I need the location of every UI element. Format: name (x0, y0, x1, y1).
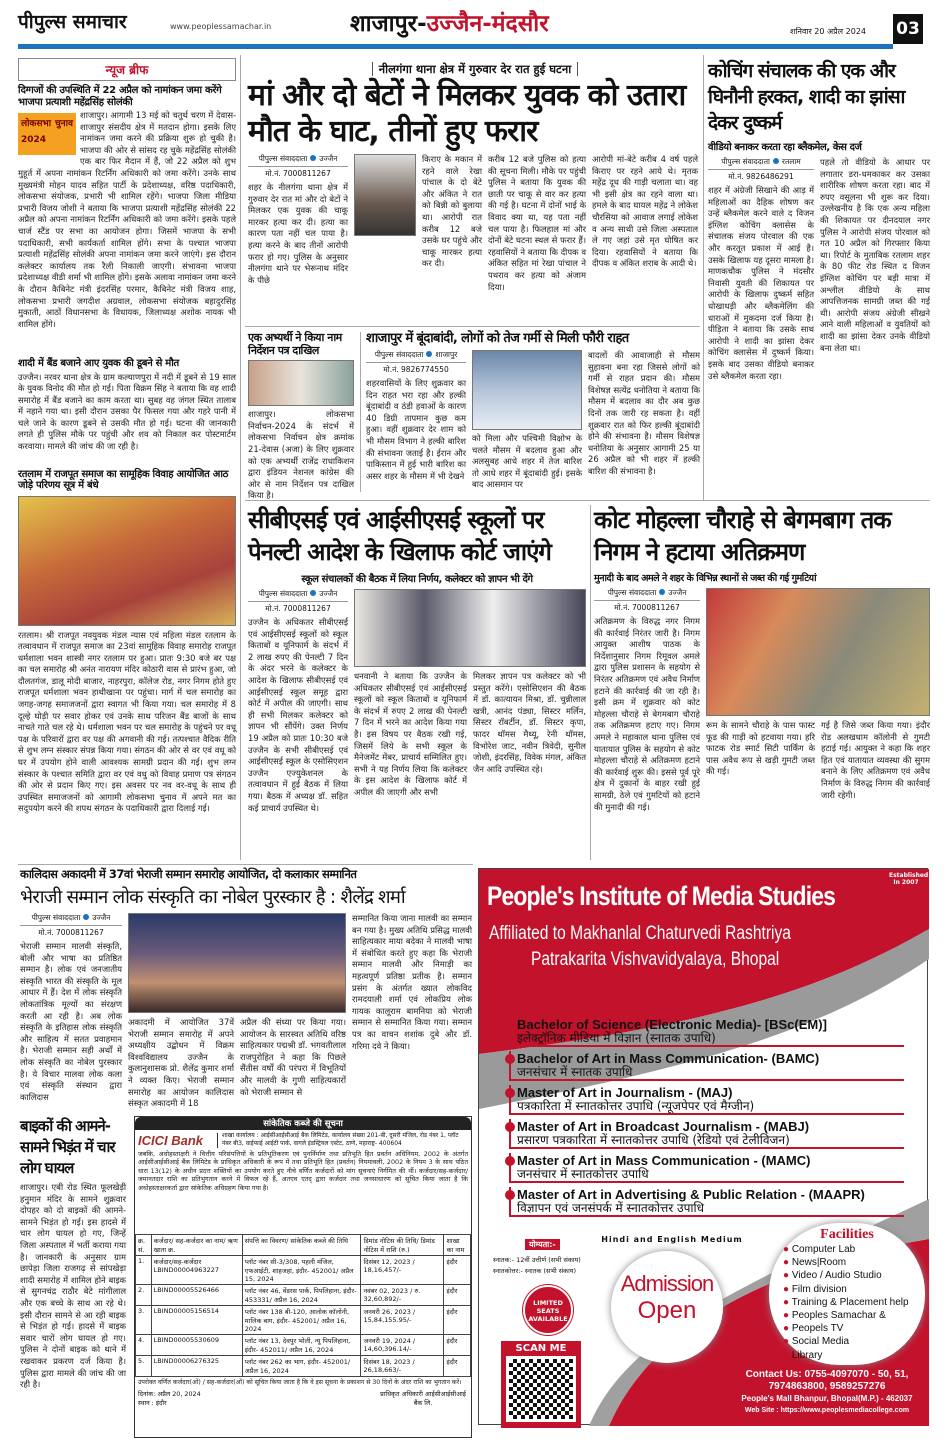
bheraji-col1: भेराजी सम्मान मालवी संस्कृति, बोली और भाषा का प्रतिष्ठित सम्मान है। लोक एवं जनजातीय संस्कृति भारत की संस्कृति के मूल आधार में हैं। देश में लोक संस्कृति लोकतांत्रिक मूल्यों का संरक्षण करती आ रही है। अब लोक संस्कृति के इतिहास लोक संस्कृति और साहित्य में सतत प्रवाहमान है। भेराजी सम्मान सही अर्थों में लोक संस्कृति का नोबेल पुरस्कार है। ये विचार मालवा लोक कला एवं संस्कृति संस्थान द्वारा कालिदास (20, 941, 122, 1102)
facility-item: ● Film division (783, 1283, 847, 1295)
media-institute-ad[interactable] (478, 868, 928, 1425)
victim-photo (354, 154, 416, 236)
bheraji-byline: पीपुल्स संवाददाता उज्जैन (20, 913, 122, 926)
contact-phones: Contact Us: 0755-4097070 - 50, 51, 7974863800, 9589257276 People's Mall Bhanpur, Bhopal(M.P.) - 462037 Web Site : https://www.peoplesmediacollege.com (729, 1369, 925, 1417)
facility-item: ● Training & Placement help (783, 1296, 909, 1308)
masthead-logo[interactable] (18, 8, 127, 34)
facility-item: ● Social Media (783, 1336, 850, 1348)
sky-photo (472, 350, 582, 430)
eligibility-label: योग्यता:- (525, 1239, 560, 1250)
admission-circle: Admission Open (611, 1251, 723, 1363)
encroach-byline: पीपुल्स संवाददाता उज्जैन (594, 588, 700, 601)
facilities-circle: Facilities ● Computer Lab ● News|Room ● Video / Audio Studio ● Film division ● Training & Placement help ● Peoples Samachar & ● Peopels TV ● Social Media ● Library (769, 1223, 925, 1365)
weather-col2: को मिला और पश्चिमी विक्षोभ के चलते मौसम में बदलाव हुआ और अलसुबह आधे शहर में तेज बारिश तो आधे शहर में बूंदाबांदी हुई। इसके बाद आसमान पर (472, 432, 582, 490)
news-brief-label: न्यूज ब्रीफ (18, 58, 236, 81)
encroach-deck: मुनादी के बाद अमले ने शहर के विभिन्न स्थानों से जब्त की गई गुमटियां (594, 573, 817, 584)
weather-col1: शहरवासियों के लिए शुक्रवार का दिन राहत भरा रहा और हल्की बूंदाबांदी व ठंडी हवाओं के कारण 40 डिग्री तापमान कुछ कम हुआ। वहीं शुक्रवार देर शाम को भी मौसम विभाग ने हल्की बारिश की संभावना जताई है। ईरान और पाकिस्तान में हुई भारी बारिश का असर शहर के मौसम में भी देखने (366, 377, 466, 481)
notice-table: क्र. सं. कर्जदार/ सह-कर्जदार का नाम/ ऋण खाता क्र. संपत्ति का विवरण/ सांकेतिक कब्जे की तिथि डिमांड नोटिस की तिथि/ डिमांड नोटिस में राशि (रु.) शाखा का नाम 1. कर्जदार/सह-कर्जदार LBIND00004963227 प्लॉट नंबर सी-3/308, पहली मंजिल, एफआईटी, शाहजहां, इंदौर- 452001/ अप्रैल 15, 2024 दिसंबर 12, 2023 / 18,16,457/- इंदौर 2. LBIND00005526466 प्लॉट नंबर 46, वेंडरस पार्क, पिपलिहाना, इंदौर- 453331/ अप्रैल 16, 2024 नवंबर 02, 2023 / रु. 32,60,892/- इंदौर 3. LBIND00005156514 प्लॉट नंबर 138 बी-120, आलोक कॉलोनी, मालिक बाग, इंदौर- 452001/ अप्रैल 16, 2024 जनवरी 26, 2023 / 15,84,155.95/- इंदौर 4. LBIND00005530609 प्लॉट नंबर 13, देवपुर भोली, न्यू पिपलिहाना, इंदौर- 452011/ अप्रैल 16, 2024 जनवरी 19, 2024 / 14,60,396.14/- इंदौर 5. LBIND00006276325 प्लॉट नंबर 262 का भाग, इंदौर- 452001/ अप्रैल 16, 2024 दिसंबर 18, 2023 / 26,18,663/- इंदौर (135, 1234, 471, 1377)
ad-affiliation-1: Affiliated to Makhanlal Chaturvedi Rashtriya (489, 923, 791, 944)
ad-title: People's Institute of Media Studies (487, 881, 836, 911)
facility-item: ● News|Room (783, 1257, 847, 1269)
weather-col3: बादलों की आवाजाही से मौसम सुहावना बना रहा जिससे लोगों को गर्मी से राहत प्रदान की। मौसम विशेषज्ञ सत्येंद्र धनोतिया ने बताया कि मौसम में बदलाव का दौर अब कुछ दिनों तक जारी रह सकता है। वहीं शुक्रवार रात को फिर हल्की बूंदाबांदी होने की संभावना है। मौसम विशेषज्ञ धनोतिया के अनुसार आगामी 25 या 26 अप्रैल को भी शहर में हल्की बारिश की संभावना है। (588, 349, 700, 476)
divider (245, 326, 700, 327)
issue-date: शनिवार 20 अप्रैल 2024 (790, 27, 866, 36)
column-divider (703, 55, 704, 500)
lead-col1: शहर के नीलगंगा थाना क्षेत्र में गुरुवार देर रात मां और दो बेटों ने मिलकर एक युवक की चाकू मारकर हत्या कर दी। हत्या का कारण पता नहीं चल पाया है। हत्या करने के बाद तीनों आरोपी फरार हो गए। पुलिस के अनुसार नीलगंगा थाने पर भेरूनाथ मंदिर के पीछे (248, 182, 348, 285)
brief-text: रतलाम। श्री राजपूत नवयुवक मंडल न्यास एवं महिला मंडल रतलाम के तत्वावधान में राजपूत समाज का 23वां सामूहिक विवाह समारोह राजपूत धर्मशाला भवन शास्त्री नगर रतलाम पर हुआ। प्रातः 9:30 बजे बर पक्ष का चल समारोह श्री अनंत नारायण मंदिर कोठारी वास से प्रारंभ हुआ, जो दौलतगंज, डालू मोदी बाजार, नाहरपुरा, कॉलेज रोड, नगर निगम होते हुए राजपूत धर्मशाला भवन हाथीखाना पर पहुंचा। मार्ग में चल समारोह का जगह-जगह समाजजनों द्वारा स्वागत भी किया गया। चल समारोह में 8 दूल्हे घोड़ी पर सवार होकर एवं उनके साथ परिजन बैंड बाजों के साथ नाचते गाते चल रहे थे। धर्मशाला भवन पर चल समारोह के पहुंचने पर वधू पक्ष के परिवारों द्वारा वर पक्ष की अगवानी की गई। तत्पश्चात वैदिक रीति से शुभ लग्न संस्कार संपन्न किया गया। संगठन की ओर से वर एवं वधू को घर में उपयोग होने वाली आवश्यक सामग्री प्रदान की गई। शुभ लग्न संस्कार के पश्चात समिति द्वारा वर एवं वधु को विवाह प्रमाण पत्र संगठन की ओर से प्रदान किए गए। इस अवसर पर नव वर-वधू के साथ ही उपस्थित समाजजनों को आगामी लोकसभा चुनाव में अपने मत का सदुपयोग करने की शपथ संगठन के पदाधिकारी द्वारा दिलाई गई। (18, 629, 236, 814)
lead-byline: पीपुल्स संवाददाता उज्जैन (248, 154, 348, 167)
brief-text: लोकसभा चुनाव 2024 शाजापुर। आगामी 13 मई को चतुर्थ चरण में देवास-शाजापुर संसदीय क्षेत्र में मतदान होगा। इसके लिए नामांकन जमा करने की प्रक्रिया शुरू हो चुकी है। भाजपा की ओर से सांसद रह चुके महेंद्रसिंह सोलंकी एक बार फिर मैदान में हैं, जो 22 अप्रैल को शुभ मुहूर्त में अपना नामांकन रिटर्निंग अधिकारी को जमा करेंगे। उनके साथ मुख्यमंत्री मोहन यादव सहित पार्टी के प्रदेशाध्यक्ष, वरिष्ठ पदाधिकारी, लोकसभा संयोजक, प्रभारी भी शामिल रहेंगे। भाजपा जिला मीडिया प्रभारी विजय जोशी ने बताया कि भाजपा प्रत्याशी महेंद्रसिंह सोलंकी 22 अप्रैल को अपना नामांकन रिटर्निंग अधिकारी को जमा करेंगे। इसके पहले चार्ज स्टैंड पर सभा का आयोजन होगा। जिसमें भाजपा के सभी पदाधिकारी, सभी कार्यकर्ता शामिल होंगे। सभा के पश्चात भाजपा प्रत्याशी महेंद्रसिंह सोलंकी अपना नामांकन जमा करने जाएंगे। इस दौरान कलेक्टर कार्यालय तक रैली निकाली जाएगी। संभावना भाजपा प्रदेशाध्यक्ष वीडी शर्मा भी शामिल होंगे। इसके अलावा नामांकन जमा करने के दौरान कैबिनेट मंत्री इंदरसिंह परमार, कैबिनेट मंत्री विजय शाह, लोकसभा प्रभारी जगदीश अग्रवाल, लोकसभा संयोजक बहादुरसिंह मुकाती, आठों विधानसभा के विधायक, जिलाध्यक्ष अशोक नायक भी शामिल होंगे। (18, 110, 236, 329)
notice-row: 2. LBIND00005526466 प्लॉट नंबर 46, वेंडरस पार्क, पिपलिहाना, इंदौर- 453331/ अप्रैल 16, 2024 नवंबर 02, 2023 / रु. 32,60,892/- इंदौर (136, 1285, 471, 1306)
nomination-text: शाजापुर। लोकसभा निर्वाचन-2024 के संदर्भ में लोकसभा निर्वाचन क्षेत्र क्रमांक 21-देवास (अजा) के लिए शुक्रवार को एक अभ्यर्थी राजेंद्र राधाकिशन द्वारा इंडियन नेशनल कांग्रेस की ओर से नाम निर्देशन पत्र दाखिल किया है। (248, 409, 354, 501)
notice-title: सांकेतिक कब्जे की सूचना (135, 1117, 471, 1130)
election-badge: लोकसभा चुनाव 2024 (18, 113, 76, 155)
notice-row: 5. LBIND00006276325 प्लॉट नंबर 262 का भाग, इंदौर- 452001/ अप्रैल 16, 2024 दिसंबर 18, 2023 / 26,18,663/- इंदौर (136, 1356, 471, 1377)
notice-row: 3. LBIND00005156514 प्लॉट नंबर 138 बी-120, आलोक कॉलोनी, मालिक बाग, इंदौर- 452001/ अप्रैल 16, 2024 जनवरी 26, 2023 / 15,84,155.95/- इंदौर (136, 1306, 471, 1335)
notice-signatory: प्राधिकृत अधिकारी आईसीआईसीआई बैंक लि. (380, 1390, 466, 1407)
course-item: Master of Art in Advertising & Public Relation - (MAAPR) विज्ञापन एवं जनसंपर्क में स्नातकोत्तर उपाधि (509, 1187, 904, 1217)
bheraji-col3: अप्रैल की संध्या पर किया गया। आयोजन के सारस्वत अतिथि वरिष्ठ साहित्यकार पद्मश्री डॉ. भगवतीलाल राजपुरोहित ने कहा कि पिछले सैंतीस वर्षों की परंपरा में विभूतियों और मालवी के गुणी साहित्यकारों को भेराजी सम्मान से (240, 1017, 346, 1097)
coaching-headline: कोचिंग संचालक की एक और घिनौनी हरकत, शादी का झांसा देकर दुष्कर्म (708, 60, 905, 134)
established-badge: Established In 2007 (889, 872, 929, 886)
brief-text: उज्जैन। नरवर थाना क्षेत्र के ग्राम कल्याणपुरा में नदी में डूबने से 19 साल के युवक विनोद की मौत हो गई। पिता विक्रम सिंह ने बताया कि वह शादी समारोह में बैंड बजाने का काम करता था। सुबह वह जंगल स्थित तालाब में नहाने गया था। इसी दौरान उसका पैर फिसल गया और गहरे पानी में चले जाने के कारण डूबने से उसकी मौत हो गई। घटना की जानकारी लगते ही पुलिस मौके पर पहुंची और शव को निकाल कर पोस्टमार्टम करवाया। मामले की जांच की जा रही है। (18, 371, 236, 452)
news-brief-column (18, 58, 236, 858)
facility-item: ● Peoples Samachar & (783, 1310, 886, 1322)
brief-headline: दिग्गजों की उपस्थिति में 22 अप्रैल को नामांकन जमा करेंगे भाजपा प्रत्याशी महेंद्रसिंह सोलंकी (18, 85, 222, 108)
notice-footer: उपरोक्त वर्णित कर्जदार(ओं) / सह-कर्जदार(ओं) को सूचित किया जाता है कि वे इस सूचना के प्रकाशन से 30 दिनों के अंदर राशि का भुगतान करें। (138, 1379, 462, 1386)
column-divider (240, 55, 241, 860)
notice-row: 1. कर्जदार/सह-कर्जदार LBIND00004963227 प्लॉट नंबर सी-3/308, पहली मंजिल, एफआईटी, शाहजहां, इंदौर- 452001/ अप्रैल 15, 2024 दिसंबर 12, 2023 / 18,16,457/- इंदौर (136, 1256, 471, 1285)
bikes-text: शाजापुर। एबी रोड स्थित फूलखेड़ी हनुमान मंदिर के सामने शुक्रवार दोपहर को दो बाइकों की आमने-सामने भिड़ंत हो गई। इस हादसे में चार लोग घायल हो गए, जिन्हें जिला अस्पताल में भर्ती कराया गया है। जानकारी के अनुसार ग्राम छापेड़ा जिला राजगढ़ से सांपखेड़ा शादी समारोह में शामिल होने बाइक से सुगनचंद्र राठौर बेटे मांगीलाल और एक बच्चे के साथ आ रहे थे। इसी दौरान सामने से आ रही बाइक से भिड़ंत हो गई। हादसे में बाइक सवार चारों लोग घायल हो गए। पुलिस ने दोनों बाइक को थाने में रखवाकर प्रकरण दर्ज किया है। पुलिस द्वारा मामले की जांच की जा रही है। (20, 1182, 126, 1390)
scan-me-box[interactable]: SCAN ME (501, 1341, 581, 1428)
cbse-story: सीबीएसई एवं आईसीएसई स्कूलों पर पेनल्टी आदेश के खिलाफ कोर्ट जाएंगे स्कूल संचालकों की बैठक में लिया निर्णय, कलेक्टर को ज्ञापन भी देंगे पीपुल्स संवाददाता उज्जैन मो.नं. 7000811267 उज्जैन के अधिकतर सीबीएसई एवं आईसीएसई स्कूलों को स्कूल किताबों व यूनिफार्म के संदर्भ में 2 लाख रुपए की पेनल्टी 7 दिन के अंदर भरने के कलेक्टर के आदेश के खिलाफ सीबीएसई एवं आईसीएसई स्कूल समूह द्वारा कोर्ट में अपील की जाएगी। साथ ही सभी मिलकर कलेक्टर को ज्ञापन भी सौंपेंगे। उक्त निर्णय 19 अप्रैल को प्रातः 10:30 बजे उज्जैन के सभी सीबीएसई एवं आईसीएसई स्कूल के एसोसिएशन उज्जैन एज्युकेशनल के तत्वावधान में हुई बैठक में लिया गया। बैठक में अध्यक्ष डॉ. सहित कई प्राचार्य उपस्थित थे। धनवानी ने बताया कि उज्जैन के अधिकतर सीबीएसई एवं आईसीएसई स्कूलों को स्कूल किताबों व यूनिफार्म के संदर्भ में रुपए 2 लाख की पेनल्टी 7 दिन में भरने का आदेश किया गया है। इस विषय पर बैठक रखी गई, जिसमें लिये के सभी स्कूल के मैनेजमेंट मेंबर, प्राचार्य सम्मिलित हुए। सभी ने यह निर्णय लिया कि कलेक्टर के इस आदेश के खिलाफ कोर्ट में अपील की जाएगी और सभी मिलकर ज्ञापन पत्र कलेक्टर को भी प्रस्तुत करेंगे। एसोसिएशन की बैठक में डॉ. कात्यायन मिश्रा, डॉ. चुन्नीलाल खत्री, आनंद पंड्या, सिस्टर मर्लिन, सिस्टर रॉबर्टीन, डॉ. सिस्टर कृपा, फादर थॉमस मैथ्यू, रेनी थॉमस, विभोरेश जाट, नवीन त्रिवेदी, सुनील जोशी, इंदरसिंह, विवेक मंगल, अंकित जैन आदि उपस्थित रहे। (248, 504, 586, 860)
cbse-col3: मिलकर ज्ञापन पत्र कलेक्टर को भी प्रस्तुत करेंगे। एसोसिएशन की बैठक में डॉ. कात्यायन मिश्रा, डॉ. चुन्नीलाल खत्री, आनंद पंड्या, सिस्टर मर्लिन, सिस्टर रॉबर्टीन, डॉ. सिस्टर कृपा, फादर थॉमस मैथ्यू, रेनी थॉमस, विभोरेश जाट, नवीन त्रिवेदी, सुनील जोशी, इंदरसिंह, विवेक मंगल, अंकित जैन आदि उपस्थित रहे। (473, 671, 586, 774)
ad-website-link[interactable]: Web Site : https://www.peoplesmediacollege.com (744, 1407, 910, 1414)
coaching-col2: पहले तो वीडियो के आधार पर लगातार डरा-धमकाकर कर उसका शारीरिक शोषण करता रहा। बाद में रुपए वसूलना भी शुरू कर दिया। उल्लेखनीय है कि एक अन्य महिला की शिकायत पर दीनदयाल नगर पुलिस ने आरोपी संजय पोरवाल को गत 10 अप्रैल को गिरफ्तार किया था। रिपोर्ट के मुताबिक रतलाम शहर के 80 फीट रोड स्थित द विजन इंग्लिश कोचिंग पर बड़ी मात्रा में अश्लील वीडियो के साथ आपत्तिजनक सामग्री जब्त की गई थी। आरोपी संजय अंग्रेजी सीखने आने वाली महिलाओं व युवतियों को शादी का झांसा देकर उनके वीडियो बना लेता था। (820, 157, 930, 353)
column-divider (360, 332, 361, 492)
course-item: Master of Art in Mass Communication - (MAMC) जनसंचार में स्नातकोत्तर उपाधि (509, 1153, 904, 1183)
lead-col4: आरोपी मां-बेटे करीब 4 वर्ष पहले किराए पर रहने आये थे। मृतक महेंद्र दूध की गाड़ी चलाता था। वह भी इसी क्षेत्र का रहने वाला था। हमले के बाद घायल महेंद्र ने लोकेश चौरसिया को आवाज लगाई लोकेश व अन्य साथी उसे जिला अस्पताल ले गए जहां उसे मृत घोषित कर दिया। रहवासियों ने बताया कि दीपक व अंकित शराब के आदी थे। (592, 154, 698, 269)
branch-address: शाखा कार्यालय : आईसीआईसीआई बैंक लिमिटेड, कार्यालय संख्या 201-बी, दूसरी मंजिल, रोड नंबर 1, प्लॉट नंबर बी3, वाईफाई आईटी पार्क, वागले इंडस्ट्रियल एस्टेट, ठाणे, महाराष्ट्र- 400604 (222, 1132, 459, 1147)
bikes-story (20, 1116, 126, 1440)
bheraji-col2: अकादमी में आयोजित 37वें भेराजी सम्मान समारोह में अपने अध्यक्षीय उद्बोधन में विक्रम विश्वविद्यालय उज्जैन के कुलानुशासक प्रो. शैलेंद्र कुमार शर्मा ने व्यक्त किए। भेराजी सम्मान समारोह का आयोजन कालिदास संस्कृत अकादमी में 18 (128, 1017, 234, 1109)
coaching-byline: पीपुल्स संवाददाता रतलाम (708, 157, 814, 170)
lead-kicker: नीलगंगा थाना क्षेत्र में गुरुवार देर रात हुई घटना (260, 58, 690, 77)
cbse-headline: सीबीएसई एवं आईसीएसई स्कूलों पर पेनल्टी आदेश के खिलाफ कोर्ट जाएंगे (248, 506, 551, 566)
nomination-photo (248, 360, 354, 406)
eligibility-graduate: स्नातक:- 12वीं उत्तीर्ण (सभी संकाय) (493, 1256, 581, 1264)
logo-text: पीपुल्स समाचार (18, 11, 127, 33)
course-item: Master of Art in Journalism - (MAJ) पत्रकारिता में स्नातकोत्तर उपाधि (न्यूजपेपर एवं मैग्जीन) (509, 1085, 904, 1115)
lead-story: मां और दो बेटों ने मिलकर युवक को उतारा मौत के घाट, तीनों हुए फरार पीपुल्स संवाददाता उज्जैन मो.नं. 7000811267 शहर के नीलगंगा थाना क्षेत्र में गुरुवार देर रात मां और दो बेटों ने मिलकर एक युवक की चाकू मारकर हत्या कर दी। हत्या का कारण पता नहीं चल पाया है। हत्या करने के बाद तीनों आरोपी फरार हो गए। पुलिस के अनुसार नीलगंगा थाने पर भेरूनाथ मंदिर के पीछे किराए के मकान में रहने वाले रेखा पांचाल के दो बेटे और अंकित ने रात को बिन्नी को बुलाया था। आरोपी रात करीब 12 बजे उसके घर पहुंचे और चाकू मारकर हत्या कर दी। करीब 12 बजे पुलिस को हत्या की सूचना मिली। मौके पर पहुंची पुलिस ने बताया कि युवक की छाती पर चाकू से वार कर हत्या की गई है। घटना में दोनों भाई के विवाद क्या था, यह पता नहीं चल पाया है। फिलहाल मां और दोनों बेटे घटना स्थल से फरार हैं। रहवासियों ने बताया कि दीपक व अंकित सहित मां रेखा पांचाल ने पथराव कर हत्या को अंजाम दिया। आरोपी मां-बेटे करीब 4 वर्ष पहले किराए पर रहने आये थे। मृतक महेंद्र दूध की गाड़ी चलाता था। वह भी इसी क्षेत्र का रहने वाला था। हमले के बाद घायल महेंद्र ने लोकेश चौरसिया को आवाज लगाई लोकेश व अन्य साथी उसे जिला अस्पताल ले गए जहां उसे मृत घोषित कर दिया। रहवासियों ने बताया कि दीपक व अंकित शराब के आदी थे। (248, 78, 698, 322)
notice-row: 4. LBIND00005530609 प्लॉट नंबर 13, देवपुर भोली, न्यू पिपलिहाना, इंदौर- 452011/ अप्रैल 16, 2024 जनवरी 19, 2024 / 14,60,396.14/- इंदौर (136, 1335, 471, 1356)
nomination-headline: एक अभ्यर्थी ने किया नाम निर्देशन पत्र दाखिल (248, 331, 342, 357)
weather-byline: पीपुल्स संवाददाता शाजापुर (366, 350, 466, 363)
weather-headline: शाजापुर में बूंदाबांदी, लोगों को तेज गर्मी से मिली फौरी राहत (366, 331, 629, 346)
facility-item: ● Peopels TV (783, 1323, 844, 1335)
bheraji-kicker: कालिदास अकादमी में 37वां भेराजी सम्मान समारोह आयोजित, दो कलाकार सम्मानित (20, 867, 357, 881)
notice-intro: जबकि, अधोहस्ताक्षरी ने वित्तीय परिसंपत्तियों के प्रतिभूतिकरण एवं पुनर्निर्माण तथा प्रतिभूति हित प्रवर्तन अधिनियम, 2002 के अंतर्गत आईसीआईसीआई बैंक लिमिटेड के प्राधिकृत अधिकारी के रूप में तथा प्रतिभूति हित (प्रवर्तन) नियमावली, 2002 के नियम 3 के साथ पठित धारा 13(12) के अधीन प्रदत्त शक्तियों का उपयोग करते हुए नीचे वर्णित कर्जदारों को मांग सूचनाएं निर्गमित की थीं। कर्जदार/सह-कर्जदार/जमानतदार राशि का प्रतिभुगतान करने में विफल रहे हैं, अतएव एतद् द्वारा कर्जदार तथा जनसाधारण को सूचित किया जाता है कि अधोहस्ताक्षरकर्ता द्वारा सांकेतिक अधिग्रहण किया गया है। (138, 1150, 468, 1192)
coaching-story: कोचिंग संचालक की एक और घिनौनी हरकत, शादी का झांसा देकर दुष्कर्म वीडियो बनाकर करता रहा ब्लैकमेल, केस दर्ज पीपुल्स संवाददाता रतलाम मो.नं. 9826486291 शहर में अंग्रेजी सिखाने की आड़ में महिलाओं का दैहिक शोषण कर उन्हें ब्लैकमेल करने वाले द विजन इंग्लिश कोचिंग क्लासेस के संचालक संजय पोरवाल की एक और करतूत प्रकाश में आई है। उसके खिलाफ यह दूसरा मामला है। माणकचौक पुलिस ने मंदसौर निवासी युवती की शिकायत पर आरोपी के खिलाफ दुष्कर्म सहित धोखाधड़ी और ब्लैकमेलिंग की धाराओं में मुकदमा दर्ज किया है। पीड़िता ने बताया कि उसके साथ आरोपी ने शादी का झांसा देकर कोचिंग क्लासेस में दुष्कर्म किया। इसके बाद उसका वीडियो बनाकर उसे ब्लैकमेल करता रहा। पहले तो वीडियो के आधार पर लगातार डरा-धमकाकर कर उसका शारीरिक शोषण करता रहा। बाद में रुपए वसूलना भी शुरू कर दिया। उल्लेखनीय है कि एक अन्य महिला की शिकायत पर दीनदयाल नगर पुलिस ने आरोपी संजय पोरवाल को गत 10 अप्रैल को गिरफ्तार किया था। रिपोर्ट के मुताबिक रतलाम शहर के 80 फीट रोड स्थित द विजन इंग्लिश कोचिंग पर बड़ी मात्रा में अश्लील वीडियो के साथ आपत्तिजनक सामग्री जब्त की गई थी। आरोपी संजय अंग्रेजी सीखने आने वाली महिलाओं व युवतियों को शादी का झांसा देकर उनके वीडियो बना लेता था। (708, 58, 930, 496)
cbse-byline: पीपुल्स संवाददाता उज्जैन (248, 589, 348, 602)
cbse-col1: उज्जैन के अधिकतर सीबीएसई एवं आईसीएसई स्कूलों को स्कूल किताबों व यूनिफार्म के संदर्भ में 2 लाख रुपए की पेनल्टी 7 दिन के अंदर भरने के कलेक्टर के आदेश के खिलाफ सीबीएसई एवं आईसीएसई स्कूल समूह द्वारा कोर्ट में अपील की जाएगी। साथ ही सभी मिलकर कलेक्टर को ज्ञापन भी सौंपेंगे। उक्त निर्णय 19 अप्रैल को प्रातः 10:30 बजे उज्जैन के सभी सीबीएसई एवं आईसीएसई स्कूल के एसोसिएशन उज्जैन एज्युकेशनल के तत्वावधान में हुई बैठक में लिया गया। बैठक में अध्यक्ष डॉ. सहित कई प्राचार्य उपस्थित थे। (248, 617, 348, 813)
column-divider (590, 505, 591, 860)
weather-story: शाजापुर में बूंदाबांदी, लोगों को तेज गर्मी से मिली फौरी राहत पीपुल्स संवाददाता शाजापुर मो.नं. 9826774550 शहरवासियों के लिए शुक्रवार का दिन राहत भरा रहा और हल्की बूंदाबांदी व ठंडी हवाओं के कारण 40 डिग्री तापमान कुछ कम हुआ। वहीं शुक्रवार देर शाम को भी मौसम विभाग ने हल्की बारिश की संभावना जताई है। ईरान और पाकिस्तान में हुई भारी बारिश का असर शहर के मौसम में भी देखने को मिला और पश्चिमी विक्षोभ के चलते मौसम में बदलाव हुआ और अलसुबह आधे शहर में तेज बारिश तो आधे शहर में बूंदाबांदी हुई। इसके बाद आसमान पर बादलों की आवाजाही से मौसम सुहावना बना रहा जिससे लोगों को गर्मी से राहत प्रदान की। मौसम विशेषज्ञ सत्येंद्र धनोतिया ने बताया कि मौसम में बदलाव का दौर अब कुछ दिनों तक जारी रह सकता है। वहीं शुक्रवार रात को फिर हल्की बूंदाबांदी होने की संभावना है। मौसम विशेषज्ञ धनोतिया के अनुसार आगामी 25 या 26 अप्रैल को भी शहर में हल्की बारिश की संभावना है। (366, 332, 700, 494)
encroach-col3: गई है जिसे जब्त किया गया। इंदौर रोड अलखधाम कॉलोनी से गुमटी हटाई गई। आयुक्त ने कहा कि शहर हित एवं यातायात व्यवस्था की सुगम बनाने के लिए अतिक्रमण एवं अवैध निर्माण के विरुद्ध निगम की कार्रवाई जारी रहेगी। (821, 720, 930, 800)
divider (245, 500, 930, 501)
medium-label: Hindi and English Medium (601, 1235, 743, 1244)
lead-col2: किराए के मकान में रहने वाले रेखा पांचाल के दो बेटे और अंकित ने रात को बिन्नी को बुलाया था। आरोपी रात करीब 12 बजे उसके घर पहुंचे और चाकू मारकर हत्या कर दी। (422, 154, 482, 269)
masthead-rule (18, 44, 893, 49)
edition-title: शाजापुर-उज्जैन-मंदसौर (350, 11, 549, 37)
wedding-photo (18, 496, 236, 626)
encroach-headline: कोट मोहल्ला चौराहे से बेगमबाग तक निगम ने हटाया अतिक्रमण (594, 506, 891, 566)
courses-offered-label: Courses Offered (641, 987, 740, 1002)
course-item: Master of Art in Broadcast Journalism - (MABJ) प्रसारण पत्रकारिता में स्नातकोत्तर उपाधि (रेडियो एवं टेलीविजन) (509, 1119, 904, 1149)
nomination-story (248, 331, 354, 501)
divider (18, 864, 473, 865)
facility-item: ● Video / Audio Studio (783, 1270, 882, 1282)
facility-item: ● Library (783, 1349, 823, 1361)
brief-headline: शादी में बैंड बजाने आए युवक की डूबने से मौत (18, 358, 179, 369)
website-url: www.peoplessamachar.in (170, 22, 272, 31)
lead-col3: करीब 12 बजे पुलिस को हत्या की सूचना मिली। मौके पर पहुंची पुलिस ने बताया कि युवक की छाती पर चाकू से वार कर हत्या की गई है। घटना में दोनों भाई के विवाद क्या था, यह पता नहीं चल पाया है। फिलहाल मां और दोनों बेटे घटना स्थल से फरार हैं। रहवासियों ने बताया कि दीपक व अंकित सहित मां रेखा पांचाल ने पथराव कर हत्या को अंजाम दिया। (488, 154, 586, 292)
course-item: Bachelor of Science (Electronic Media)- [BSc(EM)] इलेक्ट्रॉनिक मीडिया में विज्ञान (स्नातक उपाधि) (509, 1017, 904, 1047)
bikes-headline: बाइकों की आमने-सामने भिड़ंत में चार लोग घायल (20, 1117, 115, 1177)
school-meeting-photo (354, 589, 586, 667)
cbse-deck: स्कूल संचालकों की बैठक में लिया निर्णय, कलेक्टर को ज्ञापन भी देंगे (301, 574, 533, 585)
icici-notice: सांकेतिक कब्जे की सूचना ICICI Bank शाखा कार्यालय : आईसीआईसीआई बैंक लिमिटेड, कार्यालय संख्या 201-बी, दूसरी मंजिल, रोड नंबर 1, प्लॉट नंबर बी3, वाईफाई आईटी पार्क, वागले इंडस्ट्रियल एस्टेट, ठाणे, महाराष्ट्र- 400604 जबकि, अधोहस्ताक्षरी ने वित्तीय परिसंपत्तियों के प्रतिभूतिकरण एवं पुनर्निर्माण तथा प्रतिभूति हित प्रवर्तन अधिनियम, 2002 के अंतर्गत आईसीआईसीआई बैंक लिमिटेड के प्राधिकृत अधिकारी के रूप में तथा प्रतिभूति हित (प्रवर्तन) नियमावली, 2002 के नियम 3 के साथ पठित धारा 13(12) के अधीन प्रदत्त शक्तियों का उपयोग करते हुए नीचे वर्णित कर्जदारों को मांग सूचनाएं निर्गमित की थीं। कर्जदार/सह-कर्जदार/जमानतदार राशि का प्रतिभुगतान करने में विफल रहे हैं, अतएव एतद् द्वारा कर्जदार तथा जनसाधारण को सूचित किया जाता है कि अधोहस्ताक्षरकर्ता द्वारा सांकेतिक अधिग्रहण किया गया है। क्र. सं. कर्जदार/ सह-कर्जदार का नाम/ ऋण खाता क्र. संपत्ति का विवरण/ सांकेतिक कब्जे की तिथि डिमांड नोटिस की तिथि/ डिमांड नोटिस में राशि (रु.) शाखा का नाम 1. कर्जदार/सह-कर्जदार LBIND00004963227 प्लॉट नंबर सी-3/308, पहली मंजिल, एफआईटी, शाहजहां, इंदौर- 452001/ अप्रैल 15, 2024 दिसंबर 12, 2023 / 18,16,457/- इंदौर 2. LBIND00005526466 प्लॉट नंबर 46, वेंडरस पार्क, पिपलिहाना, इंदौर- 453331/ अप्रैल 16, 2024 नवंबर 02, 2023 / रु. 32,60,892/- इंदौर 3. LBIND00005156514 प्लॉट नंबर 138 बी-120, आलोक कॉलोनी, मालिक बाग, इंदौर- 452001/ अप्रैल 16, 2024 जनवरी 26, 2023 / 15,84,155.95/- इंदौर 4. LBIND00005530609 प्लॉट नंबर 13, देवपुर भोली, न्यू पिपलिहाना, इंदौर- 452011/ अप्रैल 16, 2024 जनवरी 19, 2024 / 14,60,396.14/- इंदौर 5. LBIND00006276325 प्लॉट नंबर 262 का भाग, इंदौर- 452001/ अप्रैल 16, 2024 दिसंबर 18, 2023 / 26,18,663/- इंदौर उपरोक्त वर्णित कर्जदार(ओं) / सह-कर्जदार(ओं) को सूचित किया जाता है कि वे इस सूचना के प्रकाशन से 30 दिनों के अंदर राशि का भुगतान करें। दिनांक: अप्रैल 20, 2024 स्थान : इंदौर प्राधिकृत अधिकारी आईसीआईसीआई बैंक लि. (134, 1116, 472, 1438)
course-item: Bachelor of Art in Mass Communication- (BAMC) जनसंचार में स्नातक उपाधि (509, 1051, 904, 1081)
limited-seats-badge: LIMITED SEATS AVAILABLE (523, 1285, 573, 1335)
encroach-story: कोट मोहल्ला चौराहे से बेगमबाग तक निगम ने हटाया अतिक्रमण मुनादी के बाद अमले ने शहर के विभिन्न स्थानों से जब्त की गई गुमटियां पीपुल्स संवाददाता उज्जैन मो.नं. 7000811267 अतिक्रमण के विरुद्ध नगर निगम की कार्रवाई निरंतर जारी है। निगम आयुक्त आशीष पाठक के निर्देशानुसार निगम रिमूवल अमले द्वारा पुलिस प्रशासन के सहयोग से निरंतर अतिक्रमण एवं अवैध निर्माण हटाने की कार्रवाई की जा रही है। इसी क्रम में शुक्रवार को कोट मोहल्ला चौराहे से बेगमबाग चौराहे तक अतिक्रमण हटाए गए। निगम अमले ने महाकाल थाना पुलिस एवं यातायात पुलिस के सहयोग से कोट मोहल्ला चौराहे से अतिक्रमण हटाने की कार्रवाई शुरू की। इससे पूर्व पूरे क्षेत्र में दुकानों के बाहर रखी हुई सामग्री, ठेले एवं गुमटियों को हटाने की मुनादी की गई। रूम के सामने चौराहे के पास फास्ट फूड की गाड़ी को हटवाया गया। हरि फाटक रोड स्मार्ट सिटी पार्किंग के पास अवैध रूप से खड़ी गुमटी जब्त की गई। गई है जिसे जब्त किया गया। इंदौर रोड अलखधाम कॉलोनी से गुमटी हटाई गई। आयुक्त ने कहा कि शहर हित एवं यातायात व्यवस्था की सुगम बनाने के लिए अतिक्रमण एवं अवैध निर्माण के विरुद्ध निगम की कार्रवाई जारी रहेगी। (594, 504, 930, 860)
lead-headline: मां और दो बेटों ने मिलकर युवक को उतारा मौत के घाट, तीनों हुए फरार (248, 78, 686, 149)
bheraji-story: कालिदास अकादमी में 37वां भेराजी सम्मान समारोह आयोजित, दो कलाकार सम्मानित भेराजी सम्मान लोक संस्कृति का नोबेल पुरस्कार है : शैलेंद्र शर्मा पीपुल्स संवाददाता उज्जैन मो.नं. 7000811267 भेराजी सम्मान मालवी संस्कृति, बोली और भाषा का प्रतिष्ठित सम्मान है। लोक एवं जनजातीय संस्कृति भारत की संस्कृति के मूल आधार में हैं। देश में लोक संस्कृति लोकतांत्रिक मूल्यों का संरक्षण करती आ रही है। अब लोक संस्कृति के इतिहास लोक संस्कृति और साहित्य में सतत प्रवाहमान है। भेराजी सम्मान सही अर्थों में लोक संस्कृति का नोबेल पुरस्कार है। ये विचार मालवा लोक कला एवं संस्कृति संस्थान द्वारा कालिदास अकादमी में आयोजित 37वें भेराजी सम्मान समारोह में अपने अध्यक्षीय उद्बोधन में विक्रम विश्वविद्यालय उज्जैन के कुलानुशासक प्रो. शैलेंद्र कुमार शर्मा ने व्यक्त किए। भेराजी सम्मान समारोह का आयोजन कालिदास संस्कृत अकादमी में 18 अप्रैल की संध्या पर किया गया। आयोजन के सारस्वत अतिथि वरिष्ठ साहित्यकार पद्मश्री डॉ. भगवतीलाल राजपुरोहित ने कहा कि पिछले सैंतीस वर्षों की परंपरा में विभूतियों और मालवी के गुणी साहित्यकारों को भेराजी सम्मान से सम्मानित किया जाना मालवी का सम्मान बन गया है। मुख्य अतिथि प्रसिद्ध मालवी साहित्यकार माया बदेका ने मालवी भाषा में संबोधित करते हुए कहा कि भेराजी सम्मान मालवी और निमाड़ी का महत्वपूर्ण प्रतिष्ठा प्रतीक है। सम्मान प्रसंग के अंतर्गत ख्यात लोकविद रामदयाली शर्मा एवं लोकप्रिय लोक गायक कालूराम बामनिया को भेराजी सम्मान से सम्मानित किया गया। सम्मान पत्र का वाचन शशांक दुबे और डॉ. गरिमा दवे ने किया। (20, 867, 472, 1109)
page-number: 03 (893, 14, 923, 44)
brief-headline: रतलाम में राजपूत समाज का सामूहिक विवाह आयोजित आठ जोड़े परिणय सूत्र में बंधे (18, 468, 229, 491)
encroachment-photo (706, 588, 930, 716)
facility-item: ● Computer Lab (783, 1244, 856, 1255)
cbse-col2: धनवानी ने बताया कि उज्जैन के अधिकतर सीबीएसई एवं आईसीएसई स्कूलों को स्कूल किताबों व यूनिफार्म के संदर्भ में रुपए 2 लाख की पेनल्टी 7 दिन में भरने का आदेश किया गया है। इस विषय पर बैठक रखी गई, जिसमें लिये के सभी स्कूल के मैनेजमेंट मेंबर, प्राचार्य सम्मिलित हुए। सभी ने यह निर्णय लिया कि कलेक्टर के इस आदेश के खिलाफ कोर्ट में अपील की जाएगी और सभी (354, 671, 467, 797)
award-ceremony-photo (128, 913, 346, 1013)
encroach-col1: अतिक्रमण के विरुद्ध नगर निगम की कार्रवाई निरंतर जारी है। निगम आयुक्त आशीष पाठक के निर्देशानुसार निगम रिमूवल अमले द्वारा पुलिस प्रशासन के सहयोग से निरंतर अतिक्रमण एवं अवैध निर्माण हटाने की कार्रवाई की जा रही है। इसी क्रम में शुक्रवार को कोट मोहल्ला चौराहे से बेगमबाग चौराहे तक अतिक्रमण हटाए गए। निगम अमले ने महाकाल थाना पुलिस एवं यातायात पुलिस के सहयोग से कोट मोहल्ला चौराहे से अतिक्रमण हटाने की कार्रवाई शुरू की। इससे पूर्व पूरे क्षेत्र में दुकानों के बाहर रखी हुई सामग्री, ठेले एवं गुमटियों को हटाने की मुनादी की गई। (594, 616, 700, 812)
coaching-deck: वीडियो बनाकर करता रहा ब्लैकमेल, केस दर्ज (708, 142, 862, 153)
ad-affiliation-2: Patrakarita Vishvavidyalaya, Bhopal (531, 949, 780, 970)
coaching-col1: शहर में अंग्रेजी सिखाने की आड़ में महिलाओं का दैहिक शोषण कर उन्हें ब्लैकमेल करने वाले द विजन इंग्लिश कोचिंग क्लासेस के संचालक संजय पोरवाल की एक और करतूत प्रकाश में आई है। उसके खिलाफ यह दूसरा मामला है। माणकचौक पुलिस ने मंदसौर निवासी युवती की शिकायत पर आरोपी के खिलाफ दुष्कर्म सहित धोखाधड़ी और ब्लैकमेलिंग की धाराओं में मुकदमा दर्ज किया है। पीड़िता ने बताया कि उसके साथ आरोपी ने शादी का झांसा देकर कोचिंग क्लासेस में दुष्कर्म किया। इसके बाद उसका वीडियो बनाकर उसे ब्लैकमेल करता रहा। (708, 185, 814, 381)
eligibility-postgraduate: स्नातकोत्तर:- स्नातक (सभी संकाय) (493, 1267, 577, 1275)
icici-logo: ICICI Bank (138, 1133, 218, 1148)
bheraji-headline: भेराजी सम्मान लोक संस्कृति का नोबेल पुरस्कार है : शैलेंद्र शर्मा (20, 887, 405, 908)
bheraji-col4: सम्मानित किया जाना मालवी का सम्मान बन गया है। मुख्य अतिथि प्रसिद्ध मालवी साहित्यकार माया बदेका ने मालवी भाषा में संबोधित करते हुए कहा कि भेराजी सम्मान मालवी और निमाड़ी का महत्वपूर्ण प्रतिष्ठा प्रतीक है। सम्मान प्रसंग के अंतर्गत ख्यात लोकविद रामदयाली शर्मा एवं लोकप्रिय लोक गायक कालूराम बामनिया को भेराजी सम्मान से सम्मानित किया गया। सम्मान पत्र का वाचन शशांक दुबे और डॉ. गरिमा दवे ने किया। (352, 913, 472, 1051)
encroach-col2: रूम के सामने चौराहे के पास फास्ट फूड की गाड़ी को हटवाया गया। हरि फाटक रोड स्मार्ट सिटी पार्किंग के पास अवैध रूप से खड़ी गुमटी जब्त की गई। (706, 720, 815, 777)
qr-code-icon (506, 1356, 576, 1422)
